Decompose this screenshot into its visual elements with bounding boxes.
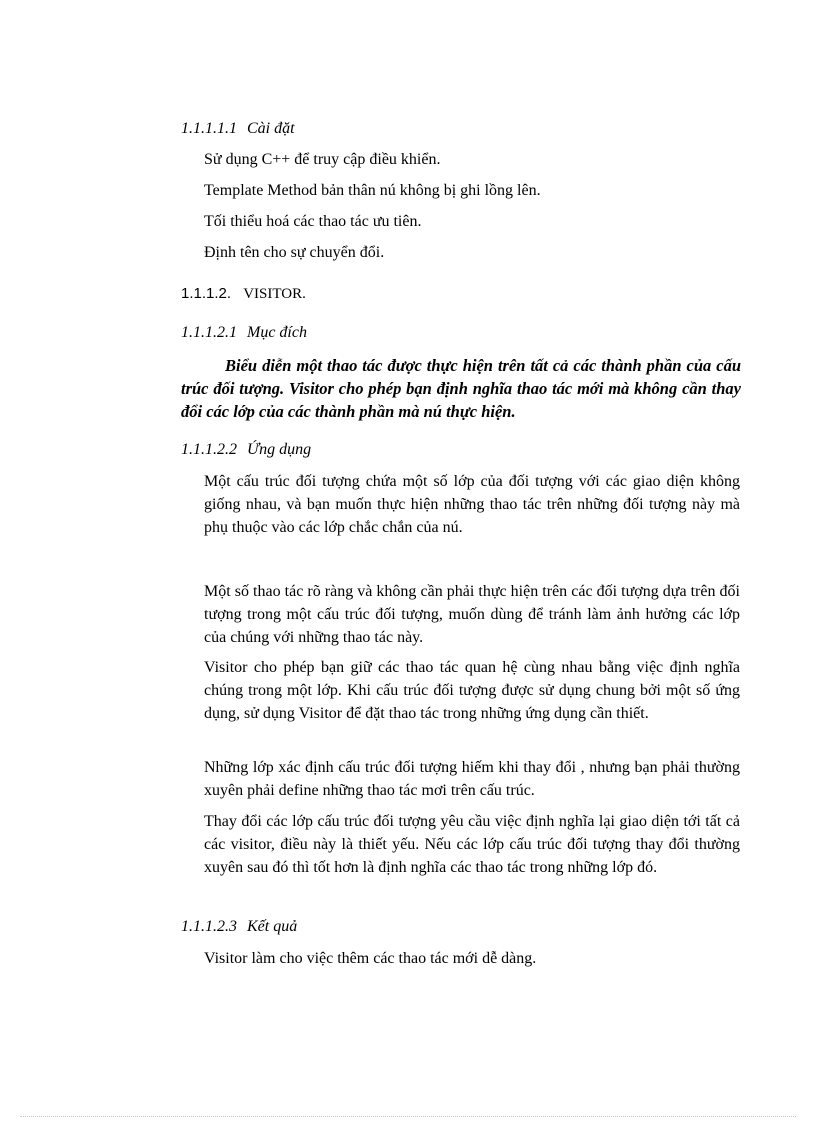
heading-number: 1.1.1.2.3 <box>181 918 237 935</box>
cai-dat-item: Tối thiểu hoá các thao tác ưu tiên. <box>204 213 422 230</box>
heading-title: Mục đích <box>247 324 307 341</box>
heading-number: 1.1.1.1.1 <box>181 120 237 137</box>
heading-ung-dung <box>181 441 311 459</box>
ung-dung-paragraph: Những lớp xác định cấu trúc đối tượng hiếm khi thay đổi , nhưng bạn phải thường xuyên phải define những thao tác mơi trên cấu trúc. <box>204 759 740 799</box>
cai-dat-item: Sử dụng C++ để truy cập điều khiển. <box>204 151 441 168</box>
cai-dat-item: Template Method bản thân nú không bị ghi lồng lên. <box>204 182 541 199</box>
heading-cai-dat <box>181 120 295 138</box>
heading-number: 1.1.1.2.2 <box>181 441 237 458</box>
heading-title: Cài đặt <box>247 120 295 137</box>
cai-dat-item: Định tên cho sự chuyển đổi. <box>204 244 385 261</box>
heading-number: 1.1.1.2. <box>181 285 232 302</box>
heading-title: Ứng dụng <box>247 441 312 458</box>
ung-dung-paragraph: Thay đổi các lớp cấu trúc đối tượng yêu cầu việc định nghĩa lại giao diện tới tất cả các visitor, điều này là thiết yếu. Nếu các lớp cấu trúc đối tượng thay đổi thường xuyên sau đó thì tốt hơn là định nghĩa các thao tác trong những lớp đó. <box>204 813 740 876</box>
heading-ket-qua <box>181 918 297 936</box>
heading-number: 1.1.1.2.1 <box>181 324 237 341</box>
muc-dich-paragraph: Biểu diễn một thao tác được thực hiện trên tất cả các thành phần của cấu trúc đối tượng. Visitor cho phép bạn định nghĩa thao tác mới mà không cần thay đổi các lớp của các thành phần mà nú thực hiện. <box>181 356 741 421</box>
heading-visitor <box>181 285 306 303</box>
ung-dung-paragraph: Visitor cho phép bạn giữ các thao tác quan hệ cùng nhau bằng việc định nghĩa chúng trong một lớp. Khi cấu trúc đối tượng được sử dụng chung bởi một số ứng dụng, sử dụng Visitor để đặt thao tác trong những ứng dụng cần thiết. <box>204 659 740 722</box>
ung-dung-paragraph: Một số thao tác rõ ràng và không cần phải thực hiện trên các đối tượng dựa trên đối tượng trong một cấu trúc đối tượng, muốn dùng để tránh làm ảnh hưởng các lớp của chúng với những thao tác này. <box>204 583 740 646</box>
heading-title: Kết quả <box>247 918 298 935</box>
heading-title: VISITOR. <box>243 286 306 302</box>
ket-qua-paragraph: Visitor làm cho việc thêm các thao tác mới dễ dàng. <box>204 950 537 967</box>
heading-muc-dich <box>181 324 307 342</box>
ung-dung-paragraph: Một cấu trúc đối tượng chứa một số lớp của đối tượng với các giao diện không giống nhau, và bạn muốn thực hiện những thao tác trên những đối tượng này mà phụ thuộc vào các lớp chắc chắn của nú. <box>204 473 740 536</box>
page-footer-divider <box>20 1116 796 1117</box>
